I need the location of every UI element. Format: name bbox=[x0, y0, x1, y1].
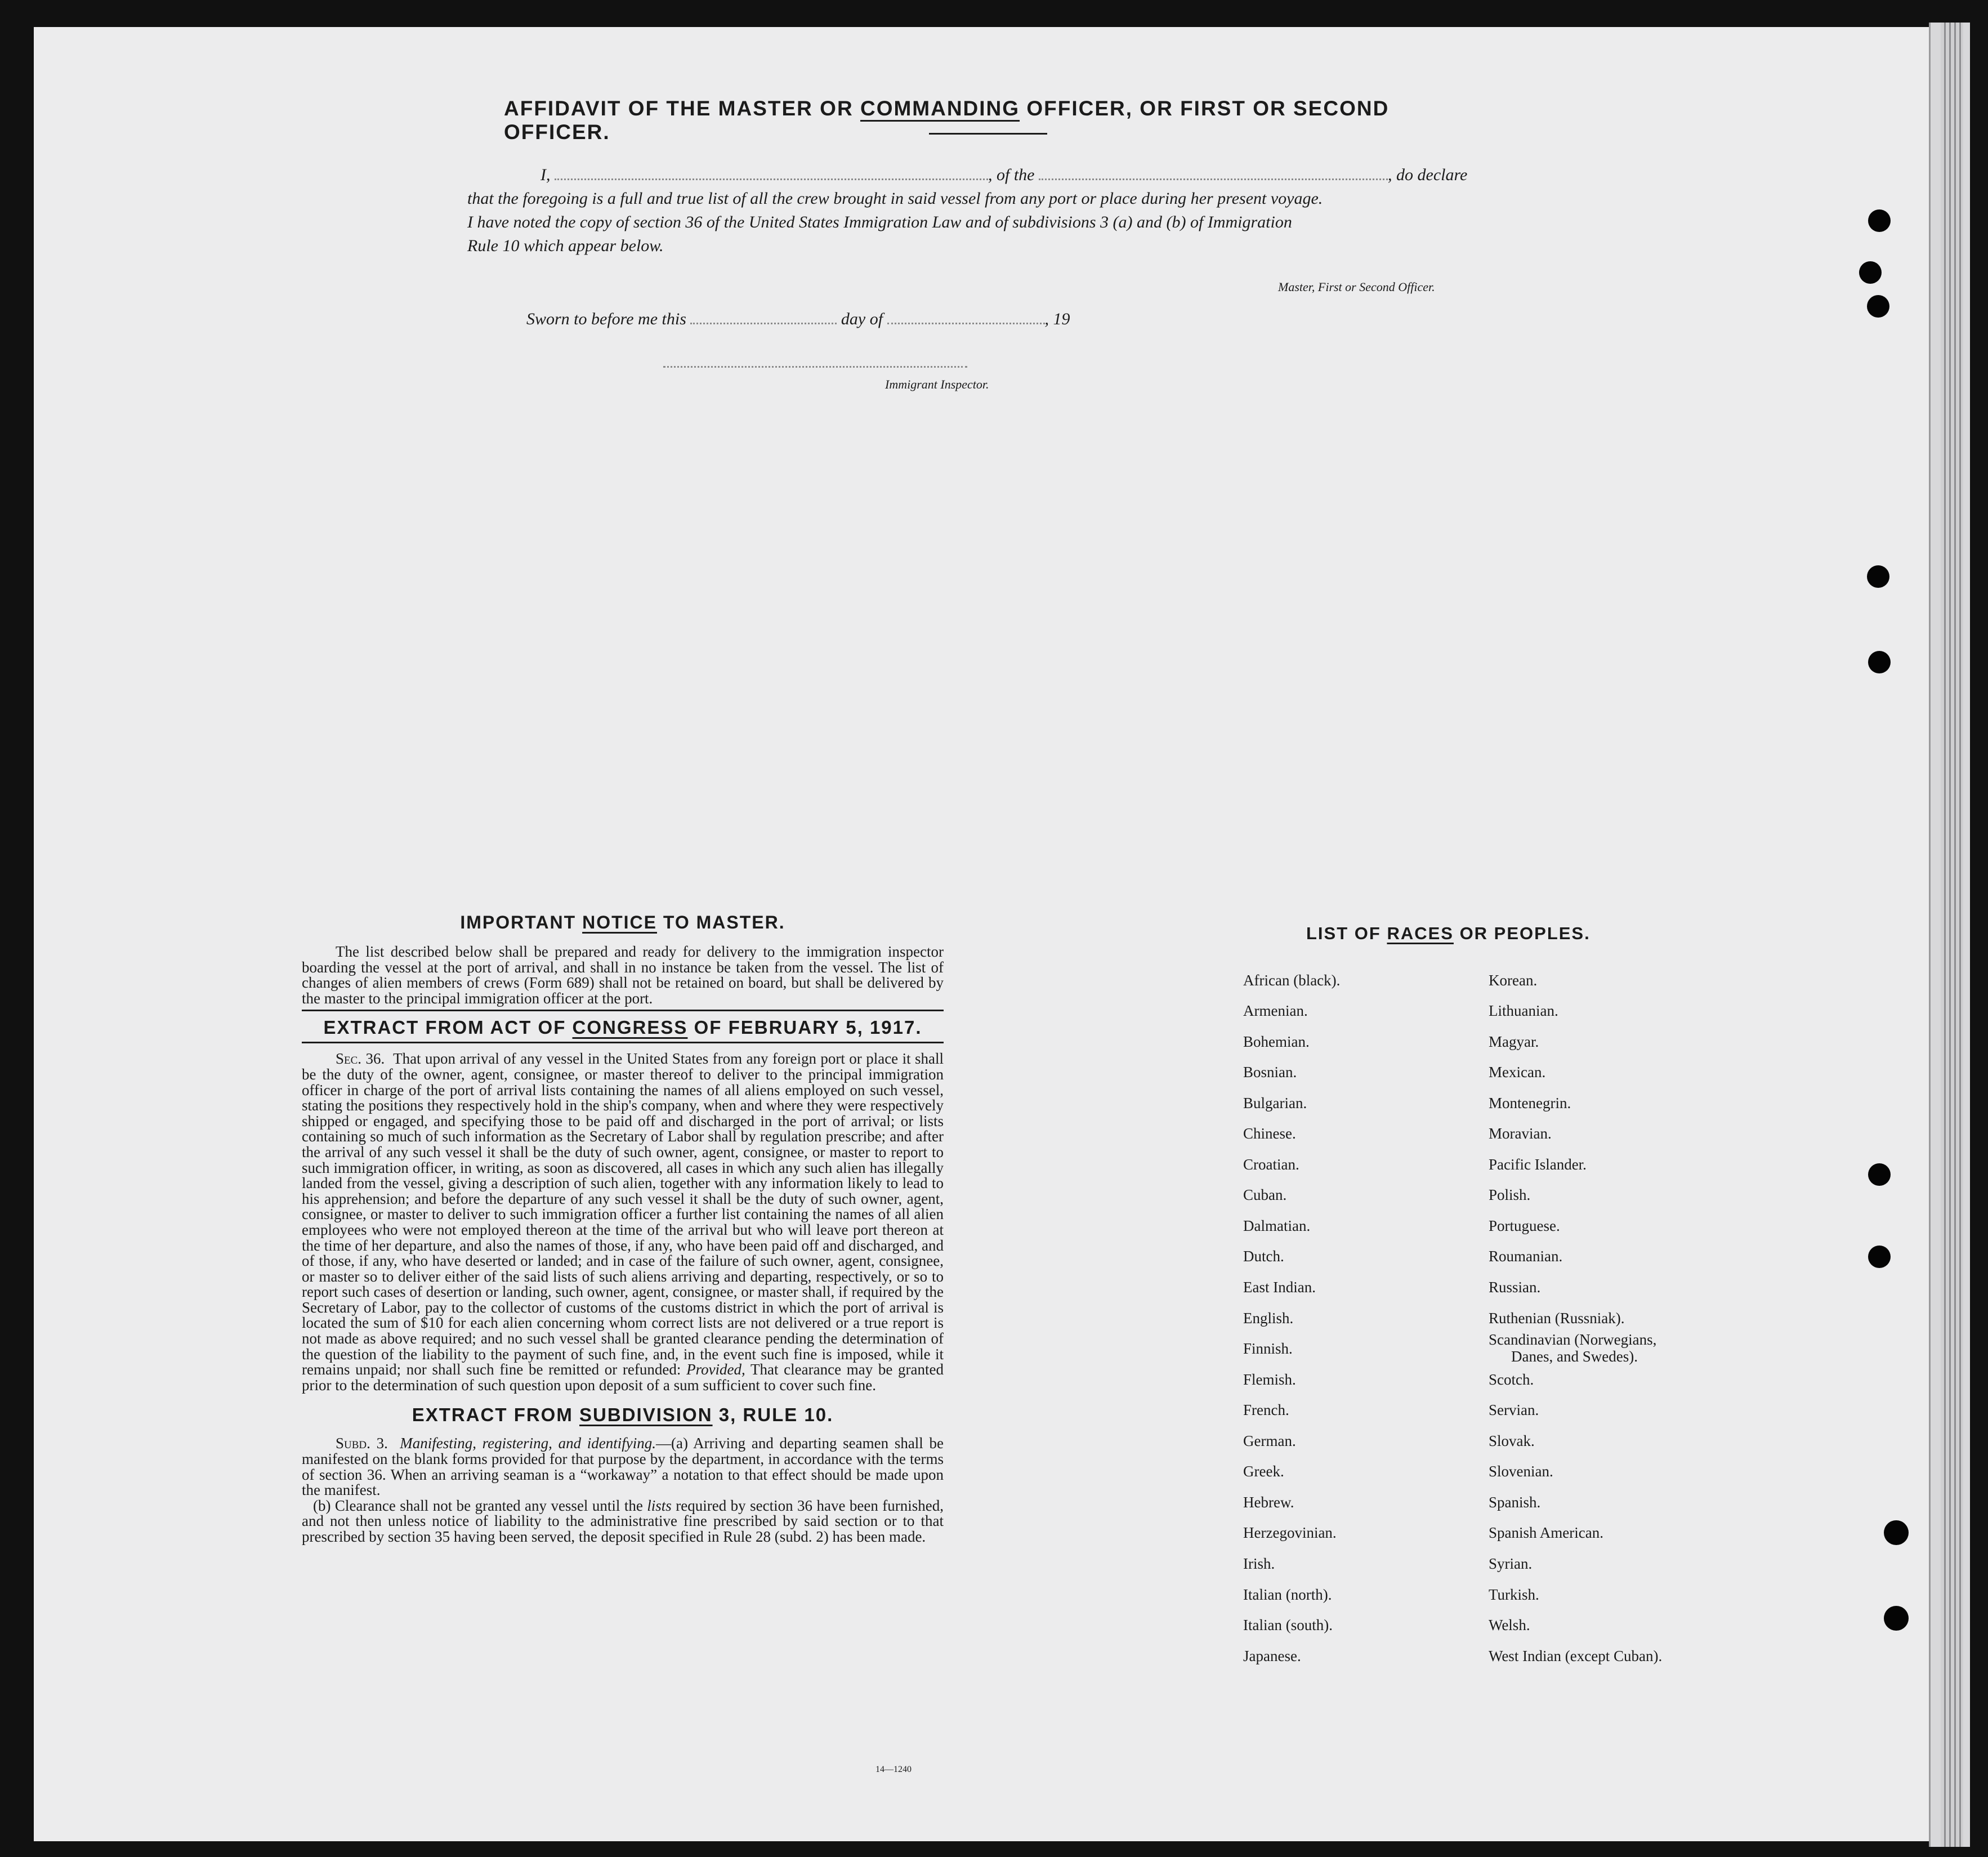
inspector-label: Immigrant Inspector. bbox=[885, 377, 989, 391]
race-item: English. bbox=[1243, 1310, 1294, 1327]
race-item: Slovenian. bbox=[1489, 1463, 1553, 1480]
race-item: Flemish. bbox=[1243, 1371, 1296, 1388]
race-item: Scandinavian (Norwegians, bbox=[1489, 1331, 1657, 1348]
subdivision-3a-text: Subd. 3. Manifesting, registering, and identifying.—(a) Arriving and departing seamen shall be manifested on the blank forms provided for that purpose by the department, in accordance with the terms of section 36. When an arriving seaman is a “workaway” a notation to that effect should be made upon the manifest. bbox=[302, 1435, 944, 1499]
race-item: German. bbox=[1243, 1432, 1296, 1449]
month-blank[interactable] bbox=[887, 310, 1045, 324]
race-item: Scotch. bbox=[1489, 1371, 1534, 1388]
race-item: East Indian. bbox=[1243, 1279, 1316, 1296]
race-item: Cuban. bbox=[1243, 1186, 1287, 1203]
binder-hole bbox=[1867, 295, 1889, 318]
act-extract-title: EXTRACT FROM ACT OF CONGRESS OF FEBRUARY 5, 1917. bbox=[323, 1017, 922, 1038]
binder-hole bbox=[1867, 565, 1889, 588]
binder-hole bbox=[1868, 651, 1891, 673]
subdivision-3b-text: (b) Clearance shall not be granted any vessel until the lists required by section 36 have been furnished, and not then unless notice of liability to the administrative fine prescribed by said section or to that prescribed by section 35 having been served, the deposit specified in Rule 28 (subd. 2) has been made. bbox=[302, 1497, 944, 1545]
rule-extract-title: EXTRACT FROM SUBDIVISION 3, RULE 10. bbox=[412, 1404, 834, 1426]
binder-hole bbox=[1884, 1520, 1909, 1545]
binder-hole bbox=[1868, 209, 1891, 232]
race-item: Syrian. bbox=[1489, 1555, 1533, 1572]
race-item: Italian (south). bbox=[1243, 1617, 1333, 1633]
race-item: Chinese. bbox=[1243, 1125, 1296, 1142]
race-item: Portuguese. bbox=[1489, 1217, 1560, 1234]
binder-hole bbox=[1859, 261, 1882, 284]
race-item: Slovak. bbox=[1489, 1432, 1535, 1449]
affidavit-title: AFFIDAVIT OF THE MASTER OR COMMANDING OFFICER, OR FIRST OR SECOND OFFICER. bbox=[504, 97, 1390, 144]
race-item: Irish. bbox=[1243, 1555, 1275, 1572]
race-item: Italian (north). bbox=[1243, 1586, 1332, 1603]
race-item: Dalmatian. bbox=[1243, 1217, 1311, 1234]
race-item: French. bbox=[1243, 1401, 1289, 1418]
races-title: LIST OF RACES OR PEOPLES. bbox=[1306, 923, 1591, 943]
sworn-statement: Sworn to before me this day of , 19 bbox=[526, 310, 1070, 328]
race-item: Moravian. bbox=[1489, 1125, 1552, 1142]
race-item: Ruthenian (Russniak). bbox=[1489, 1310, 1625, 1327]
legal-notices bbox=[302, 912, 944, 1545]
vessel-blank[interactable] bbox=[1039, 166, 1388, 180]
race-item: Turkish. bbox=[1489, 1586, 1539, 1603]
race-item: Russian. bbox=[1489, 1279, 1541, 1296]
race-item: Dutch. bbox=[1243, 1248, 1284, 1265]
race-item: Bulgarian. bbox=[1243, 1095, 1307, 1111]
race-item: Bosnian. bbox=[1243, 1064, 1297, 1081]
race-item: African (black). bbox=[1243, 972, 1341, 989]
name-blank[interactable] bbox=[555, 166, 988, 180]
binder-hole bbox=[1868, 1163, 1891, 1186]
notice-title: IMPORTANT NOTICE TO MASTER. bbox=[460, 912, 785, 932]
section-rule bbox=[302, 1010, 944, 1011]
race-item: Roumanian. bbox=[1489, 1248, 1563, 1265]
race-item: Pacific Islander. bbox=[1489, 1156, 1587, 1173]
race-item: Polish. bbox=[1489, 1186, 1531, 1203]
race-item: Mexican. bbox=[1489, 1064, 1546, 1081]
affidavit-statement: I, , of the , do declare that the foregoing is a full and true list of all the crew brought in said vessel from any port or place during her present voyage. I have noted the copy of section 36 of the United States Immigration Law and of subdivisions 3 (a) and (b) of Immigration Rule 10 which appear below. bbox=[467, 166, 1468, 255]
race-item: West Indian (except Cuban). bbox=[1489, 1648, 1663, 1664]
page-stack-edge bbox=[1929, 23, 1970, 1847]
race-item: Spanish American. bbox=[1489, 1524, 1603, 1541]
race-item: Servian. bbox=[1489, 1401, 1539, 1418]
form-number: 14—1240 bbox=[875, 1765, 912, 1774]
race-item: Montenegrin. bbox=[1489, 1095, 1571, 1111]
title-rule bbox=[929, 133, 1047, 135]
race-item: Magyar. bbox=[1489, 1033, 1539, 1050]
race-item: Danes, and Swedes). bbox=[1511, 1348, 1638, 1365]
race-item: Bohemian. bbox=[1243, 1033, 1310, 1050]
binder-hole bbox=[1884, 1606, 1909, 1631]
inspector-signature-line[interactable] bbox=[663, 366, 967, 368]
notice-body: The list described below shall be prepared and ready for delivery to the immigration inspector boarding the vessel at the port of arrival, and shall in no instance be taken from the vessel. The list of changes of alien members of crews (Form 689) shall not be retained on board, but shall be delivered by the master to the principal immigration officer at the port. bbox=[302, 943, 944, 1007]
race-item: Greek. bbox=[1243, 1463, 1284, 1480]
race-item: Finnish. bbox=[1243, 1340, 1293, 1357]
master-signature-label: Master, First or Second Officer. bbox=[1278, 280, 1435, 294]
race-item: Japanese. bbox=[1243, 1648, 1301, 1664]
race-item: Welsh. bbox=[1489, 1617, 1530, 1633]
race-item: Croatian. bbox=[1243, 1156, 1299, 1173]
race-item: Herzegovinian. bbox=[1243, 1524, 1337, 1541]
race-item: Armenian. bbox=[1243, 1002, 1308, 1019]
race-item: Spanish. bbox=[1489, 1494, 1541, 1511]
section-rule bbox=[302, 1042, 944, 1043]
day-blank[interactable] bbox=[690, 310, 837, 324]
race-item: Lithuanian. bbox=[1489, 1002, 1558, 1019]
race-item: Hebrew. bbox=[1243, 1494, 1294, 1511]
binder-hole bbox=[1868, 1246, 1891, 1268]
race-item: Korean. bbox=[1489, 972, 1538, 989]
section-36-text: Sec. 36. That upon arrival of any vessel in the United States from any foreign port or place it shall be the duty of the owner, agent, consignee, or master thereof to deliver to the principal immigration officer in charge of the port of arrival lists containing the names of all aliens employed on such vessel, stating the positions they respectively hold in the ship's company, when and where they were respectively shipped or engaged, and specifying those to be paid off and discharged in the port of arrival; or lists containing so much of such information as the Secretary of Labor shall by regulation prescribe; and after the arrival of any such vessel it shall be the duty of such owner, agent, consignee, or master to report to such immigration officer, in writing, as soon as discovered, all cases in which any such alien has illegally landed from the vessel, giving a description of such alien, together with any information likely to lead to his apprehension; and before the departure of any such vessel it shall be the duty of such owner, agent, consignee, or master to deliver to such immigration officer a further list containing the names of all alien employees who were not employed thereon at the time of the arrival but who will leave port thereon at the time of her departure, and also the names of those, if any, who have been paid off and discharged, and of those, if any, who have deserted or landed; and in case of the failure of such owner, agent, consignee, or master so to deliver either of the said lists of such aliens arriving and departing, respectively, or so to report such cases of desertion or landing, such owner, agent, consignee, or master shall, if required by the Secretary of Labor, pay to the collector of customs of the customs district in which the port of arrival is located the sum of $10 for each alien concerning whom correct lists are not delivered or a true report is not made as above required; and no such vessel shall be granted clearance pending the determination of the question of the liability to the payment of such fine, and, in the event such fine is imposed, while it remains unpaid; nor shall such fine be remitted or refunded: Provided, That clearance may be granted prior to the determination of such question upon deposit of a sum sufficient to cover such fine. bbox=[302, 1050, 944, 1394]
